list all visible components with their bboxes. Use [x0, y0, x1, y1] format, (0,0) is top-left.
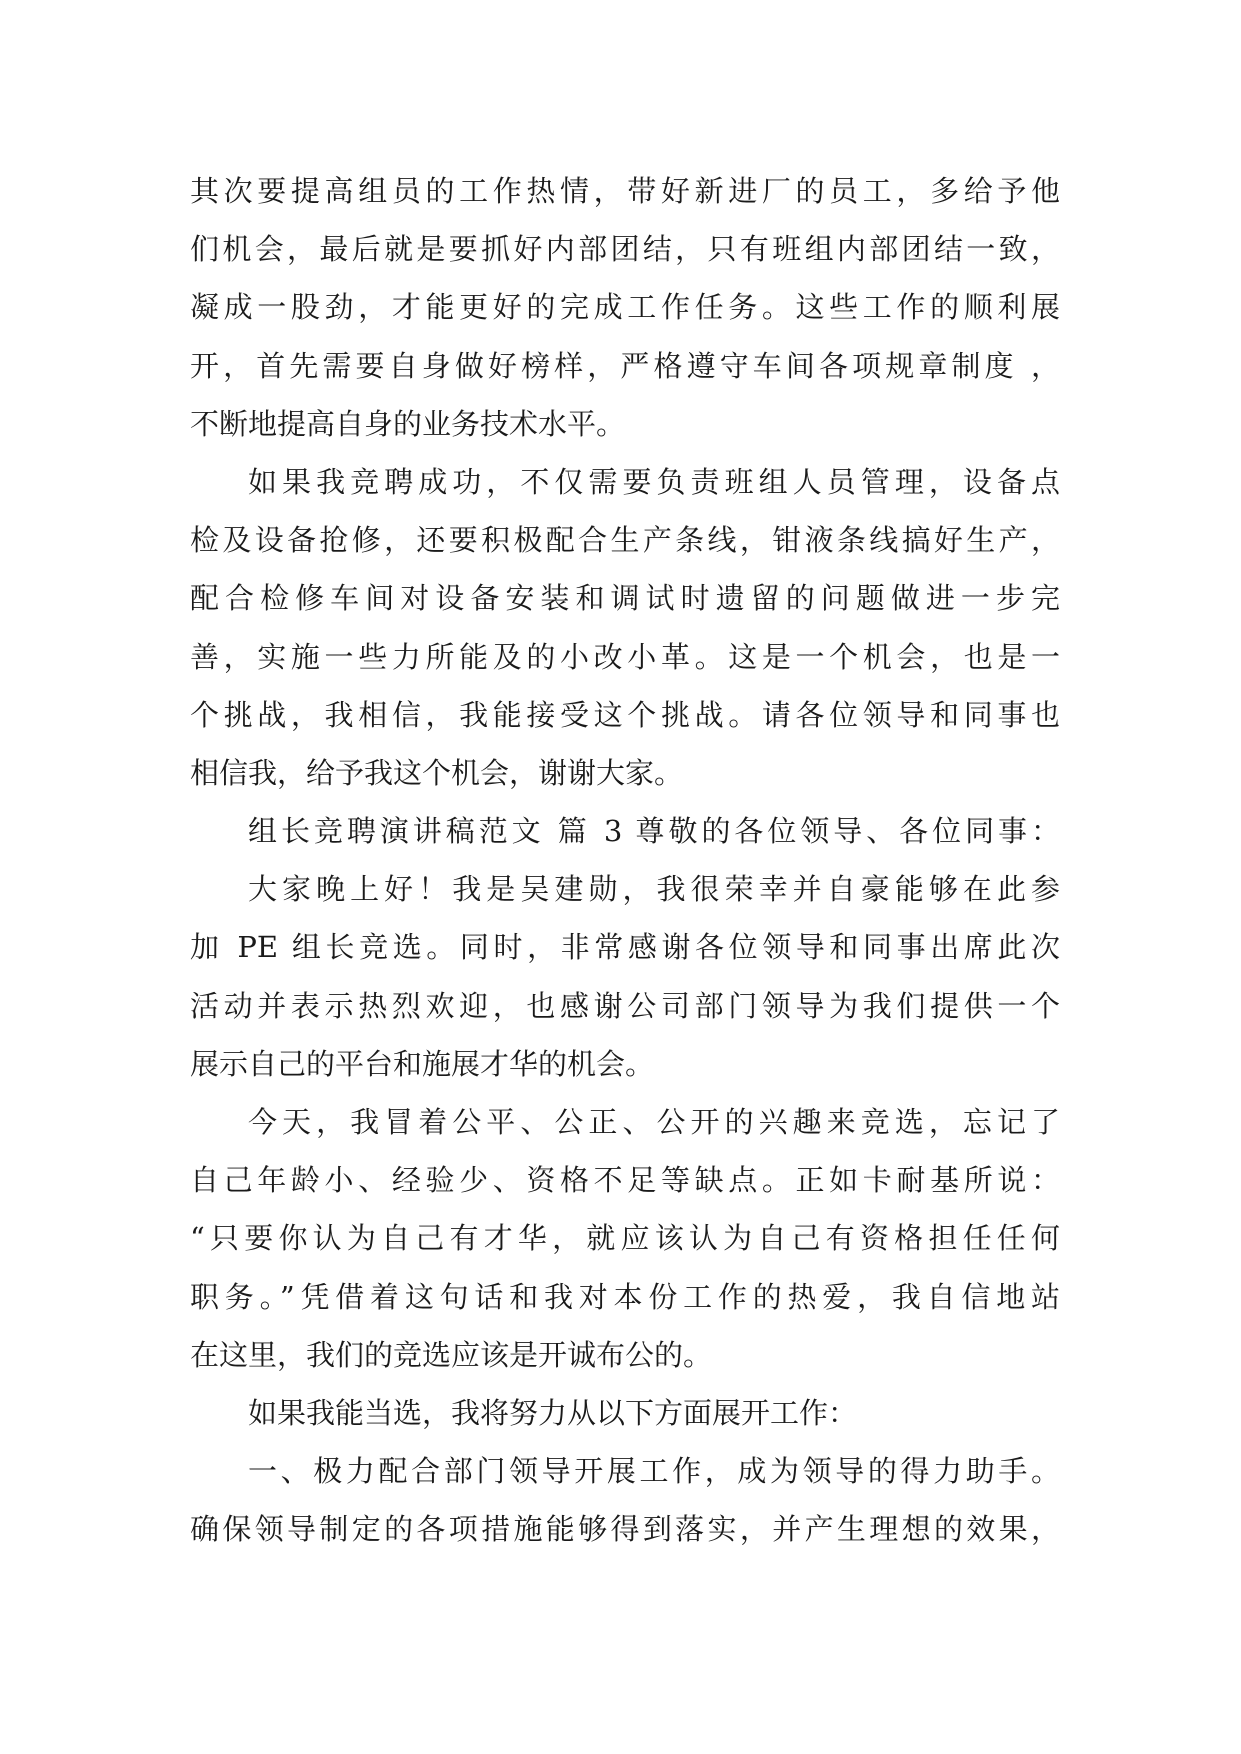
text-line: 相信我，给予我这个机会，谢谢大家。	[190, 755, 684, 790]
text-line: 们机会，最后就是要抓好内部团结，只有班组内部团结一致，	[190, 232, 1060, 267]
text-line: 检及设备抢修，还要积极配合生产条线，钳液条线搞好生产，	[190, 523, 1060, 558]
text-line: 不断地提高自身的业务技术水平。	[190, 406, 626, 441]
text-line: 如果我能当选，我将努力从以下方面展开工作：	[248, 1395, 858, 1430]
text-line: 活动并表示热烈欢迎，也感谢公司部门领导为我们提供一个	[190, 988, 1060, 1023]
text-line: 配合检修车间对设备安装和调试时遗留的问题做进一步完	[190, 581, 1060, 616]
text-line: “只要你认为自己有才华，就应该认为自己有资格担任任何	[190, 1221, 1060, 1256]
text-line: 自己年龄小、经验少、资格不足等缺点。正如卡耐基所说：	[190, 1163, 1060, 1198]
text-line: 善，实施一些力所能及的小改小革。这是一个机会，也是一	[190, 639, 1060, 674]
text-line: 展示自己的平台和施展才华的机会。	[190, 1046, 655, 1081]
text-line: 今天，我冒着公平、公正、公开的兴趣来竞选，忘记了	[248, 1105, 1060, 1139]
text-line: 在这里，我们的竞选应该是开诚布公的。	[190, 1337, 713, 1372]
text-line: 个挑战，我相信，我能接受这个挑战。请各位领导和同事也	[190, 697, 1060, 732]
text-line: 一、极力配合部门领导开展工作，成为领导的得力助手。	[248, 1454, 1060, 1489]
text-line: 组长竞聘演讲稿范文 篇 3 尊敬的各位领导、各位同事：	[248, 814, 1060, 849]
text-line: 职务。”凭借着这句话和我对本份工作的热爱，我自信地站	[190, 1279, 1060, 1314]
text-line: 其次要提高组员的工作热情，带好新进厂的员工，多给予他	[190, 174, 1060, 208]
text-line: 开，首先需要自身做好榜样，严格遵守车间各项规章制度 ，	[190, 348, 1060, 383]
body-text	[190, 162, 1060, 1559]
text-line: 加 PE 组长竞选。同时，非常感谢各位领导和同事出席此次	[190, 930, 1060, 965]
text-line: 大家晚上好！我是吴建勋，我很荣幸并自豪能够在此参	[248, 872, 1060, 907]
text-line: 确保领导制定的各项措施能够得到落实，并产生理想的效果，	[190, 1512, 1060, 1547]
text-line: 如果我竞聘成功，不仅需要负责班组人员管理，设备点	[248, 464, 1060, 499]
text-line: 凝成一股劲，才能更好的完成工作任务。这些工作的顺利展	[190, 290, 1060, 325]
